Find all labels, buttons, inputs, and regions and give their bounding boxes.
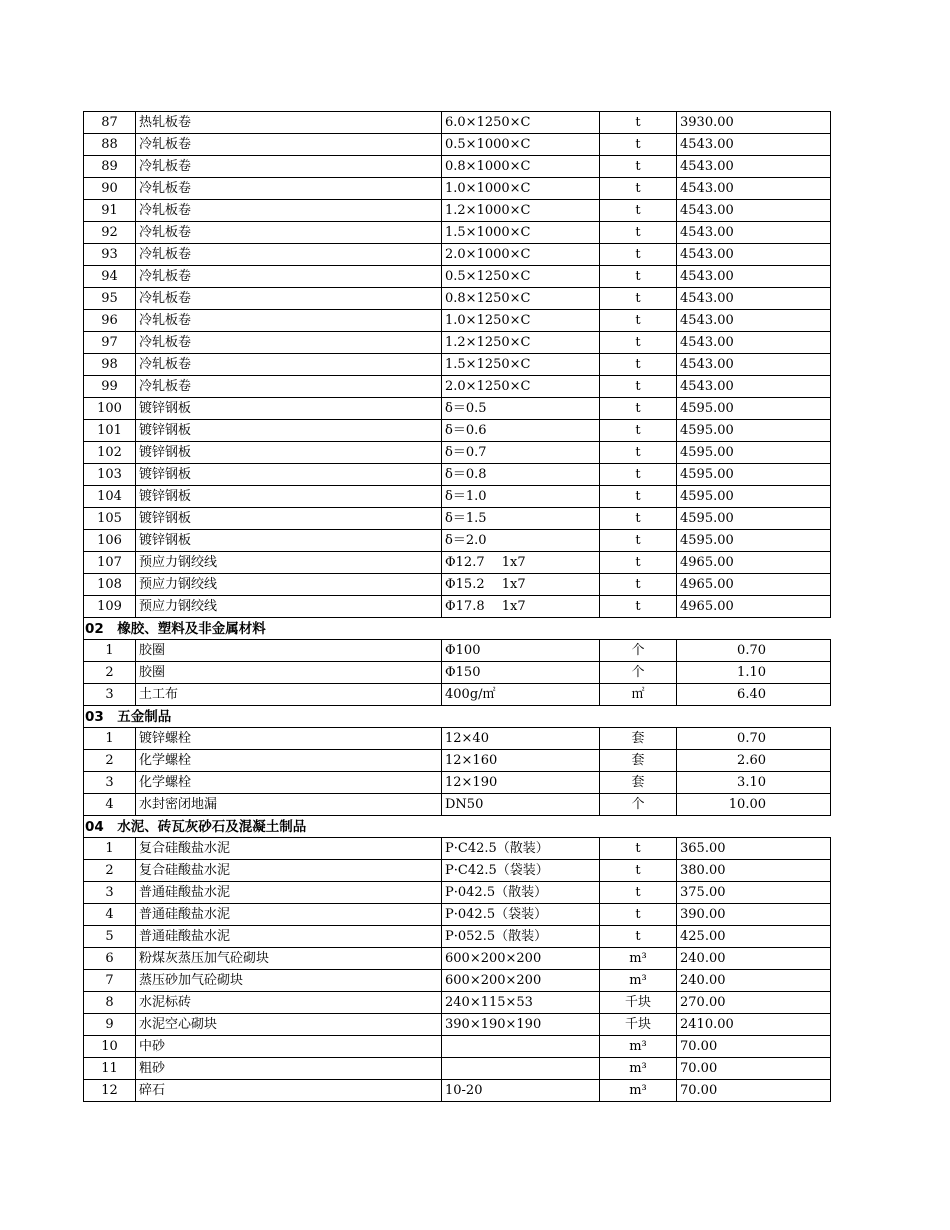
section-title: 03 五金制品 (84, 706, 831, 728)
item-number: 102 (84, 442, 136, 464)
table-row (84, 684, 831, 706)
item-unit: t (600, 860, 677, 882)
item-price: 390.00 (677, 904, 831, 926)
table-row (84, 662, 831, 684)
item-spec: 390×190×190 (442, 1014, 600, 1036)
item-unit: t (600, 420, 677, 442)
item-spec: 240×115×53 (442, 992, 600, 1014)
item-spec (442, 1058, 600, 1080)
item-price: 2410.00 (677, 1014, 831, 1036)
item-price: 4543.00 (677, 266, 831, 288)
item-unit: 千块 (600, 1014, 677, 1036)
item-name: 水泥空心砌块 (136, 1014, 442, 1036)
item-price: 4595.00 (677, 508, 831, 530)
table-row (84, 794, 831, 816)
item-unit: t (600, 222, 677, 244)
item-name: 水封密闭地漏 (136, 794, 442, 816)
table-row (84, 112, 831, 134)
table-row (84, 464, 831, 486)
table-row (84, 970, 831, 992)
item-price: 375.00 (677, 882, 831, 904)
item-number: 95 (84, 288, 136, 310)
table-row (84, 772, 831, 794)
item-name: 蒸压砂加气砼砌块 (136, 970, 442, 992)
item-spec: 0.5×1250×C (442, 266, 600, 288)
item-name: 复合硅酸盐水泥 (136, 838, 442, 860)
item-number: 10 (84, 1036, 136, 1058)
item-price: 6.40 (677, 684, 831, 706)
item-unit: 套 (600, 750, 677, 772)
item-name: 镀锌钢板 (136, 464, 442, 486)
item-unit: t (600, 530, 677, 552)
item-price: 4965.00 (677, 552, 831, 574)
item-name: 镀锌钢板 (136, 398, 442, 420)
item-spec: δ＝0.6 (442, 420, 600, 442)
item-unit: t (600, 596, 677, 618)
item-spec: 12×160 (442, 750, 600, 772)
item-name: 冷轧板卷 (136, 310, 442, 332)
price-table (83, 111, 831, 1102)
item-spec: Φ17.8 1x7 (442, 596, 600, 618)
item-price: 3930.00 (677, 112, 831, 134)
table-row (84, 266, 831, 288)
item-unit: m³ (600, 948, 677, 970)
table-row (84, 750, 831, 772)
item-number: 4 (84, 794, 136, 816)
table-row (84, 728, 831, 750)
item-unit: t (600, 574, 677, 596)
item-price: 0.70 (677, 640, 831, 662)
item-name: 粗砂 (136, 1058, 442, 1080)
item-name: 冷轧板卷 (136, 244, 442, 266)
item-number: 96 (84, 310, 136, 332)
item-name: 胶圈 (136, 662, 442, 684)
item-price: 4595.00 (677, 420, 831, 442)
item-spec: 600×200×200 (442, 970, 600, 992)
item-price: 70.00 (677, 1080, 831, 1102)
item-price: 365.00 (677, 838, 831, 860)
table-row (84, 178, 831, 200)
item-number: 89 (84, 156, 136, 178)
item-price: 4543.00 (677, 178, 831, 200)
item-spec: P·C42.5（袋装） (442, 860, 600, 882)
item-unit: t (600, 332, 677, 354)
item-spec: 6.0×1250×C (442, 112, 600, 134)
item-spec: 1.5×1250×C (442, 354, 600, 376)
item-unit: t (600, 354, 677, 376)
item-spec: Φ100 (442, 640, 600, 662)
item-unit: t (600, 838, 677, 860)
item-spec: 10-20 (442, 1080, 600, 1102)
table-row (84, 1058, 831, 1080)
item-name: 热轧板卷 (136, 112, 442, 134)
item-unit: t (600, 926, 677, 948)
item-price: 4543.00 (677, 244, 831, 266)
item-spec: δ＝0.7 (442, 442, 600, 464)
item-spec: 12×190 (442, 772, 600, 794)
item-number: 105 (84, 508, 136, 530)
item-number: 106 (84, 530, 136, 552)
item-unit: 个 (600, 640, 677, 662)
item-price: 4543.00 (677, 376, 831, 398)
item-unit: t (600, 112, 677, 134)
item-unit: t (600, 288, 677, 310)
item-unit: 个 (600, 794, 677, 816)
item-name: 普通硅酸盐水泥 (136, 926, 442, 948)
item-number: 2 (84, 860, 136, 882)
item-spec: 2.0×1000×C (442, 244, 600, 266)
item-spec: P·042.5（散装） (442, 882, 600, 904)
item-spec: Φ15.2 1x7 (442, 574, 600, 596)
item-spec: 400g/㎡ (442, 684, 600, 706)
item-number: 88 (84, 134, 136, 156)
item-spec: δ＝1.5 (442, 508, 600, 530)
item-price: 240.00 (677, 948, 831, 970)
table-row (84, 552, 831, 574)
section-title: 04 水泥、砖瓦灰砂石及混凝土制品 (84, 816, 831, 838)
item-price: 4543.00 (677, 354, 831, 376)
item-number: 104 (84, 486, 136, 508)
item-number: 2 (84, 662, 136, 684)
item-number: 87 (84, 112, 136, 134)
item-unit: 套 (600, 728, 677, 750)
item-spec: 0.8×1250×C (442, 288, 600, 310)
item-price: 0.70 (677, 728, 831, 750)
item-number: 3 (84, 684, 136, 706)
item-unit: t (600, 464, 677, 486)
item-number: 92 (84, 222, 136, 244)
item-unit: t (600, 178, 677, 200)
item-price: 4543.00 (677, 200, 831, 222)
item-price: 4965.00 (677, 596, 831, 618)
item-unit: t (600, 310, 677, 332)
item-spec: Φ12.7 1x7 (442, 552, 600, 574)
table-row (84, 442, 831, 464)
table-row (84, 530, 831, 552)
table-row (84, 640, 831, 662)
item-number: 1 (84, 640, 136, 662)
table-row (84, 420, 831, 442)
item-number: 97 (84, 332, 136, 354)
item-number: 6 (84, 948, 136, 970)
item-unit: m³ (600, 1058, 677, 1080)
item-price: 70.00 (677, 1036, 831, 1058)
item-number: 1 (84, 728, 136, 750)
item-unit: t (600, 398, 677, 420)
item-spec: P·C42.5（散装） (442, 838, 600, 860)
item-unit: ㎡ (600, 684, 677, 706)
item-spec: 2.0×1250×C (442, 376, 600, 398)
item-spec: δ＝2.0 (442, 530, 600, 552)
item-name: 预应力钢绞线 (136, 596, 442, 618)
item-name: 冷轧板卷 (136, 156, 442, 178)
item-spec: Φ150 (442, 662, 600, 684)
item-unit: t (600, 552, 677, 574)
item-number: 3 (84, 772, 136, 794)
item-number: 103 (84, 464, 136, 486)
item-price: 4543.00 (677, 310, 831, 332)
item-name: 镀锌钢板 (136, 420, 442, 442)
item-spec: DN50 (442, 794, 600, 816)
item-name: 预应力钢绞线 (136, 552, 442, 574)
item-name: 碎石 (136, 1080, 442, 1102)
item-name: 冷轧板卷 (136, 288, 442, 310)
item-spec: 1.2×1250×C (442, 332, 600, 354)
item-price: 4595.00 (677, 398, 831, 420)
item-spec: 1.0×1250×C (442, 310, 600, 332)
item-spec: 1.5×1000×C (442, 222, 600, 244)
item-unit: m³ (600, 1080, 677, 1102)
item-name: 冷轧板卷 (136, 178, 442, 200)
price-table-body (84, 112, 831, 1102)
item-price: 380.00 (677, 860, 831, 882)
item-price: 4543.00 (677, 134, 831, 156)
item-number: 91 (84, 200, 136, 222)
item-name: 镀锌钢板 (136, 530, 442, 552)
table-row (84, 838, 831, 860)
item-name: 化学螺栓 (136, 750, 442, 772)
table-row (84, 376, 831, 398)
item-spec: 1.2×1000×C (442, 200, 600, 222)
item-unit: t (600, 904, 677, 926)
item-name: 镀锌钢板 (136, 486, 442, 508)
section-header-row (84, 618, 831, 640)
item-spec: δ＝0.5 (442, 398, 600, 420)
table-row (84, 1014, 831, 1036)
item-spec: δ＝0.8 (442, 464, 600, 486)
item-name: 复合硅酸盐水泥 (136, 860, 442, 882)
item-unit: t (600, 134, 677, 156)
item-unit: m³ (600, 970, 677, 992)
item-name: 冷轧板卷 (136, 354, 442, 376)
item-unit: t (600, 266, 677, 288)
item-unit: t (600, 882, 677, 904)
item-name: 预应力钢绞线 (136, 574, 442, 596)
item-spec: 12×40 (442, 728, 600, 750)
item-unit: t (600, 442, 677, 464)
item-number: 8 (84, 992, 136, 1014)
item-unit: 千块 (600, 992, 677, 1014)
item-name: 冷轧板卷 (136, 222, 442, 244)
item-number: 1 (84, 838, 136, 860)
table-row (84, 948, 831, 970)
section-title: 02 橡胶、塑料及非金属材料 (84, 618, 831, 640)
item-name: 中砂 (136, 1036, 442, 1058)
item-price: 70.00 (677, 1058, 831, 1080)
item-unit: 个 (600, 662, 677, 684)
item-name: 土工布 (136, 684, 442, 706)
item-spec: 0.5×1000×C (442, 134, 600, 156)
table-row (84, 244, 831, 266)
item-price: 425.00 (677, 926, 831, 948)
item-number: 11 (84, 1058, 136, 1080)
item-price: 3.10 (677, 772, 831, 794)
table-row (84, 882, 831, 904)
item-number: 99 (84, 376, 136, 398)
item-unit: t (600, 376, 677, 398)
table-row (84, 332, 831, 354)
item-name: 镀锌钢板 (136, 442, 442, 464)
item-number: 90 (84, 178, 136, 200)
item-number: 98 (84, 354, 136, 376)
table-row (84, 860, 831, 882)
item-price: 4543.00 (677, 288, 831, 310)
item-name: 普通硅酸盐水泥 (136, 904, 442, 926)
table-row (84, 222, 831, 244)
item-price: 4595.00 (677, 464, 831, 486)
item-name: 冷轧板卷 (136, 200, 442, 222)
item-number: 107 (84, 552, 136, 574)
item-name: 水泥标砖 (136, 992, 442, 1014)
table-row (84, 508, 831, 530)
item-price: 4543.00 (677, 332, 831, 354)
item-price: 4543.00 (677, 222, 831, 244)
item-unit: 套 (600, 772, 677, 794)
item-spec: 1.0×1000×C (442, 178, 600, 200)
item-number: 2 (84, 750, 136, 772)
item-price: 4965.00 (677, 574, 831, 596)
table-row (84, 596, 831, 618)
item-spec: δ＝1.0 (442, 486, 600, 508)
item-name: 化学螺栓 (136, 772, 442, 794)
item-number: 100 (84, 398, 136, 420)
table-row (84, 1080, 831, 1102)
item-number: 108 (84, 574, 136, 596)
table-row (84, 574, 831, 596)
item-number: 101 (84, 420, 136, 442)
item-number: 9 (84, 1014, 136, 1036)
item-number: 3 (84, 882, 136, 904)
section-header-row (84, 816, 831, 838)
item-unit: t (600, 486, 677, 508)
item-name: 胶圈 (136, 640, 442, 662)
item-number: 93 (84, 244, 136, 266)
item-unit: t (600, 200, 677, 222)
table-row (84, 200, 831, 222)
item-number: 5 (84, 926, 136, 948)
table-row (84, 486, 831, 508)
item-unit: t (600, 156, 677, 178)
item-name: 冷轧板卷 (136, 376, 442, 398)
table-row (84, 992, 831, 1014)
item-number: 12 (84, 1080, 136, 1102)
item-name: 冷轧板卷 (136, 266, 442, 288)
item-price: 270.00 (677, 992, 831, 1014)
item-number: 94 (84, 266, 136, 288)
item-name: 普通硅酸盐水泥 (136, 882, 442, 904)
item-price: 4595.00 (677, 530, 831, 552)
table-row (84, 926, 831, 948)
item-number: 4 (84, 904, 136, 926)
item-name: 粉煤灰蒸压加气砼砌块 (136, 948, 442, 970)
item-price: 4543.00 (677, 156, 831, 178)
item-spec (442, 1036, 600, 1058)
item-number: 7 (84, 970, 136, 992)
item-unit: m³ (600, 1036, 677, 1058)
item-spec: P·052.5（散装） (442, 926, 600, 948)
table-row (84, 354, 831, 376)
table-row (84, 156, 831, 178)
item-price: 240.00 (677, 970, 831, 992)
table-row (84, 134, 831, 156)
item-name: 镀锌钢板 (136, 508, 442, 530)
item-price: 1.10 (677, 662, 831, 684)
table-row (84, 1036, 831, 1058)
item-name: 镀锌螺栓 (136, 728, 442, 750)
item-unit: t (600, 244, 677, 266)
item-unit: t (600, 508, 677, 530)
item-price: 2.60 (677, 750, 831, 772)
table-row (84, 398, 831, 420)
item-spec: P·042.5（袋装） (442, 904, 600, 926)
item-spec: 0.8×1000×C (442, 156, 600, 178)
item-price: 4595.00 (677, 442, 831, 464)
item-price: 10.00 (677, 794, 831, 816)
table-row (84, 310, 831, 332)
table-row (84, 288, 831, 310)
item-price: 4595.00 (677, 486, 831, 508)
item-number: 109 (84, 596, 136, 618)
item-spec: 600×200×200 (442, 948, 600, 970)
section-header-row (84, 706, 831, 728)
item-name: 冷轧板卷 (136, 134, 442, 156)
table-row (84, 904, 831, 926)
item-name: 冷轧板卷 (136, 332, 442, 354)
